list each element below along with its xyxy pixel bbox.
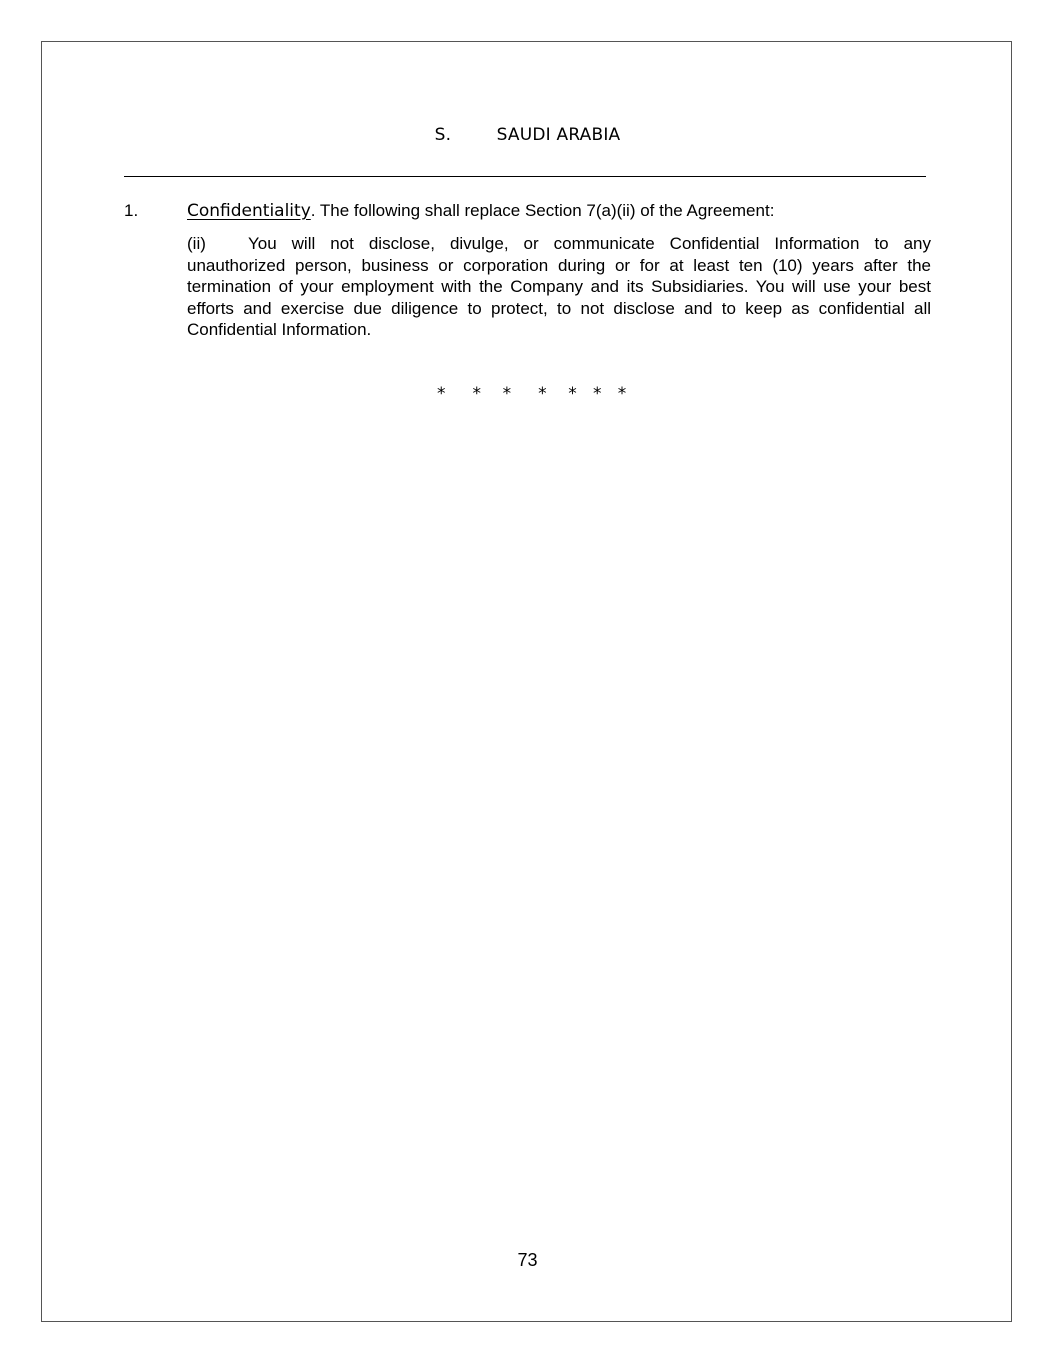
item-line (187, 201, 774, 221)
subparagraph-text: You will not disclose, divulge, or communicate Confidential Information to any unauthorized person, business or corporation during or for at least ten (10) years after the termination of your employment with the Company and its Subsidiaries. You will use your best efforts and exercise due diligence to protect, to not disclose and to keep as confidential all Confidential Information. (187, 234, 931, 340)
section-letter: S. (434, 125, 452, 145)
page-number: 73 (517, 1250, 538, 1270)
section-separator: * * * * * * * (437, 384, 627, 404)
item-intro: . The following shall replace Section 7(a)(ii) of the Agreement: (310, 201, 775, 220)
item-number: 1. (124, 201, 139, 220)
subparagraph-label: (ii) (187, 234, 206, 253)
section-title: SAUDI ARABIA (496, 125, 621, 145)
section-heading (0, 125, 1055, 145)
item-title: Confidentiality (187, 201, 311, 221)
subparagraph (187, 233, 931, 341)
heading-rule (124, 176, 926, 177)
